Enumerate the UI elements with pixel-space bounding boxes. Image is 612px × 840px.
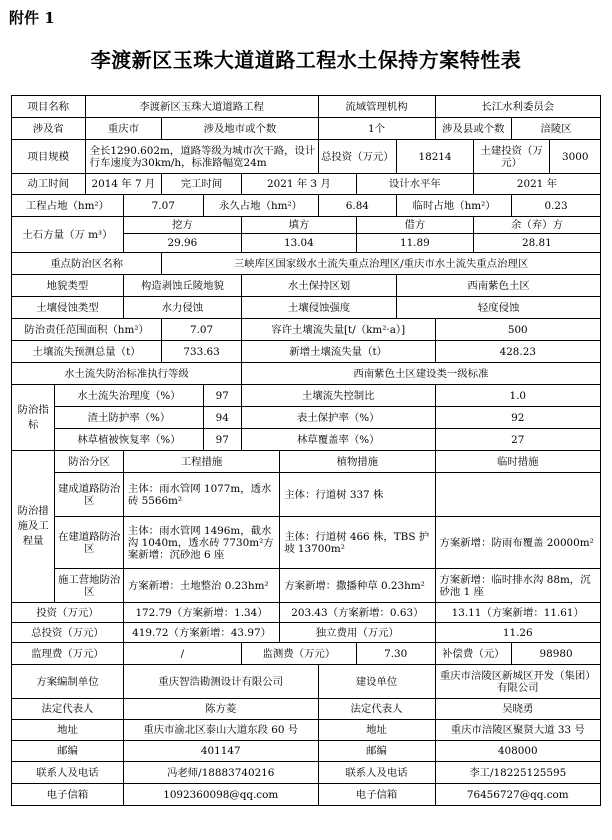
conservation-region-label: 水土保持区划 bbox=[241, 275, 396, 297]
target-value: 97 bbox=[203, 385, 241, 407]
basin-org-value: 长江水利委员会 bbox=[435, 96, 600, 118]
earthwork-label: 土石方量（万 m³） bbox=[12, 217, 124, 253]
address-value: 重庆市渝北区泰山大道东段 60 号 bbox=[123, 720, 318, 741]
project-name-label: 项目名称 bbox=[12, 96, 86, 118]
characteristics-table bbox=[11, 95, 601, 806]
province-value: 重庆市 bbox=[85, 118, 162, 140]
document-title: 李渡新区玉珠大道道路工程水土保持方案特性表 bbox=[90, 48, 522, 72]
fill-header: 填方 bbox=[241, 217, 356, 234]
predicted-loss-value: 733.63 bbox=[162, 341, 242, 363]
new-loss-label: 新增土壤流失量（t） bbox=[241, 341, 435, 363]
measures-side-label: 防治措施及工程量 bbox=[12, 451, 55, 603]
zip-value: 408000 bbox=[435, 741, 600, 762]
target-label: 表土保护率（%） bbox=[241, 407, 435, 429]
temporary-measure: 方案新增：临时排水沟 88m，沉砂池 1 座 bbox=[435, 569, 600, 603]
compensation-fee-value: 98980 bbox=[512, 643, 601, 665]
annex-label: 附件 1 bbox=[9, 9, 55, 27]
land-area-value: 7.07 bbox=[123, 195, 203, 217]
zip-label: 邮编 bbox=[12, 741, 124, 762]
address-value: 重庆市涪陵区聚贤大道 33 号 bbox=[435, 720, 600, 741]
zone-name: 建成道路防治区 bbox=[55, 473, 124, 517]
standard-level-label: 水土流失防治标准执行等级 bbox=[12, 363, 242, 385]
target-value: 27 bbox=[435, 429, 600, 451]
counties-value: 涪陵区 bbox=[512, 118, 601, 140]
independent-cost-label: 独立费用（万元） bbox=[280, 623, 435, 643]
basin-org-label: 流域管理机构 bbox=[318, 96, 435, 118]
target-value: 97 bbox=[203, 429, 241, 451]
legal-rep-value: 吴晓勇 bbox=[435, 699, 600, 720]
zip-label: 邮编 bbox=[318, 741, 435, 762]
spoil-header: 余（弃）方 bbox=[473, 217, 600, 234]
borrow-header: 借方 bbox=[356, 217, 473, 234]
contact-label: 联系人及电话 bbox=[318, 762, 435, 784]
design-year-value: 2021 年 bbox=[473, 174, 600, 195]
vegetation-investment: 203.43（方案新增：0.63） bbox=[280, 603, 435, 623]
temporary-measure: 方案新增：防雨布覆盖 20000m² bbox=[435, 517, 600, 569]
address-label: 地址 bbox=[12, 720, 124, 741]
conservation-region-value: 西南紫色土区 bbox=[397, 275, 601, 297]
erosion-intensity-label: 土壤侵蚀强度 bbox=[241, 297, 396, 319]
erosion-type-value: 水力侵蚀 bbox=[123, 297, 241, 319]
legal-rep-label: 法定代表人 bbox=[12, 699, 124, 720]
scale-value: 全长1290.602m，道路等级为城市次干路，设计行车速度为30km/h，标准路幅宽24m bbox=[85, 140, 318, 174]
author-org-label: 方案编制单位 bbox=[12, 665, 124, 699]
civil-investment-value: 3000 bbox=[550, 140, 601, 174]
target-value: 1.0 bbox=[435, 385, 600, 407]
investment-label: 投资（万元） bbox=[12, 603, 124, 623]
vegetation-measure: 主体：行道树 466 株，TBS 护坡 13700m² bbox=[280, 517, 435, 569]
independent-cost-value: 11.26 bbox=[435, 623, 600, 643]
legal-rep-value: 陈方菱 bbox=[123, 699, 318, 720]
engineering-measure: 方案新增：土地整治 0.23hm² bbox=[123, 569, 279, 603]
predicted-loss-label: 土壤流失预测总量（t） bbox=[12, 341, 162, 363]
email-value: 76456727@qq.com bbox=[435, 784, 600, 806]
scale-label: 项目规模 bbox=[12, 140, 86, 174]
supervision-fee-value: / bbox=[123, 643, 241, 665]
email-value: 1092360098@qq.com bbox=[123, 784, 318, 806]
contact-value: 冯老师/18883740216 bbox=[123, 762, 318, 784]
erosion-intensity-value: 轻度侵蚀 bbox=[397, 297, 601, 319]
target-label: 林草植被恢复率（%） bbox=[55, 429, 203, 451]
civil-investment-label: 土建投资（万元） bbox=[473, 140, 550, 174]
end-time-label: 完工时间 bbox=[162, 174, 242, 195]
spoil-value: 28.81 bbox=[473, 234, 600, 253]
engineering-measure: 主体：雨水管网 1496m，截水沟 1040m，透水砖 7730m²方案新增：沉砂池 6 座 bbox=[123, 517, 279, 569]
cities-label: 涉及地市或个数 bbox=[162, 118, 318, 140]
engineering-measure: 主体：雨水管网 1077m，透水砖 5566m² bbox=[123, 473, 279, 517]
builder-org-label: 建设单位 bbox=[318, 665, 435, 699]
start-time-label: 动工时间 bbox=[12, 174, 86, 195]
temporary-investment: 13.11（方案新增：11.61） bbox=[435, 603, 600, 623]
author-org-value: 重庆智浩勘测设计有限公司 bbox=[123, 665, 318, 699]
borrow-value: 11.89 bbox=[356, 234, 473, 253]
engineering-investment: 172.79（方案新增：1.34） bbox=[123, 603, 279, 623]
supervision-fee-label: 监理费（万元） bbox=[12, 643, 124, 665]
zone-name: 在建道路防治区 bbox=[55, 517, 124, 569]
new-loss-value: 428.23 bbox=[435, 341, 600, 363]
key-zone-value: 三峡库区国家级水土流失重点治理区/重庆市水土流失重点治理区 bbox=[162, 253, 601, 275]
address-label: 地址 bbox=[318, 720, 435, 741]
builder-org-value: 重庆市涪陵区新城区开发（集团）有限公司 bbox=[435, 665, 600, 699]
erosion-type-label: 土壤侵蚀类型 bbox=[12, 297, 124, 319]
design-year-label: 设计水平年 bbox=[356, 174, 473, 195]
zip-value: 401147 bbox=[123, 741, 318, 762]
landform-value: 构造剥蚀丘陵地貌 bbox=[123, 275, 241, 297]
contact-value: 李工/18225125595 bbox=[435, 762, 600, 784]
total-investment-label: 总投资（万元） bbox=[318, 140, 397, 174]
temporary-header: 临时措施 bbox=[435, 451, 600, 473]
start-time-value: 2014 年 7 月 bbox=[85, 174, 162, 195]
fill-value: 13.04 bbox=[241, 234, 356, 253]
allowable-loss-label: 容许土壤流失量[t/（km²·a）] bbox=[241, 319, 435, 341]
target-label: 水土流失治理度（%） bbox=[55, 385, 203, 407]
target-label: 渣土防护率（%） bbox=[55, 407, 203, 429]
target-label: 林草覆盖率（%） bbox=[241, 429, 435, 451]
responsibility-area-label: 防治责任范围面积（hm²） bbox=[12, 319, 162, 341]
target-value: 94 bbox=[203, 407, 241, 429]
landform-label: 地貌类型 bbox=[12, 275, 124, 297]
zone-header: 防治分区 bbox=[55, 451, 124, 473]
permanent-land-value: 6.84 bbox=[318, 195, 397, 217]
vegetation-measure: 主体：行道树 337 株 bbox=[280, 473, 435, 517]
temporary-measure bbox=[435, 473, 600, 517]
total-investment-value: 18214 bbox=[397, 140, 474, 174]
end-time-value: 2021 年 3 月 bbox=[241, 174, 356, 195]
vegetation-measure: 方案新增：撒播种草 0.23hm² bbox=[280, 569, 435, 603]
temporary-land-label: 临时占地（hm²） bbox=[397, 195, 512, 217]
total-cost-value: 419.72（方案新增：43.97） bbox=[123, 623, 279, 643]
email-label: 电子信箱 bbox=[318, 784, 435, 806]
contact-label: 联系人及电话 bbox=[12, 762, 124, 784]
responsibility-area-value: 7.07 bbox=[162, 319, 242, 341]
total-cost-label: 总投资（万元） bbox=[12, 623, 124, 643]
email-label: 电子信箱 bbox=[12, 784, 124, 806]
monitoring-fee-value: 7.30 bbox=[356, 643, 435, 665]
cut-header: 挖方 bbox=[123, 217, 241, 234]
cut-value: 29.96 bbox=[123, 234, 241, 253]
counties-label: 涉及县或个数 bbox=[435, 118, 512, 140]
targets-side-label: 防治指标 bbox=[12, 385, 55, 451]
temporary-land-value: 0.23 bbox=[512, 195, 601, 217]
key-zone-label: 重点防治区名称 bbox=[12, 253, 162, 275]
monitoring-fee-label: 监测费（万元） bbox=[241, 643, 356, 665]
standard-level-value: 西南紫色土区建设类一级标准 bbox=[241, 363, 600, 385]
permanent-land-label: 永久占地（hm²） bbox=[203, 195, 318, 217]
province-label: 涉及省 bbox=[12, 118, 86, 140]
zone-name: 施工营地防治区 bbox=[55, 569, 124, 603]
cities-value: 1个 bbox=[318, 118, 435, 140]
target-label: 土壤流失控制比 bbox=[241, 385, 435, 407]
legal-rep-label: 法定代表人 bbox=[318, 699, 435, 720]
land-area-label: 工程占地（hm²） bbox=[12, 195, 124, 217]
compensation-fee-label: 补偿费（元） bbox=[435, 643, 512, 665]
target-value: 92 bbox=[435, 407, 600, 429]
project-name-value: 李渡新区玉珠大道道路工程 bbox=[85, 96, 318, 118]
allowable-loss-value: 500 bbox=[435, 319, 600, 341]
vegetation-header: 植物措施 bbox=[280, 451, 435, 473]
engineering-header: 工程措施 bbox=[123, 451, 279, 473]
